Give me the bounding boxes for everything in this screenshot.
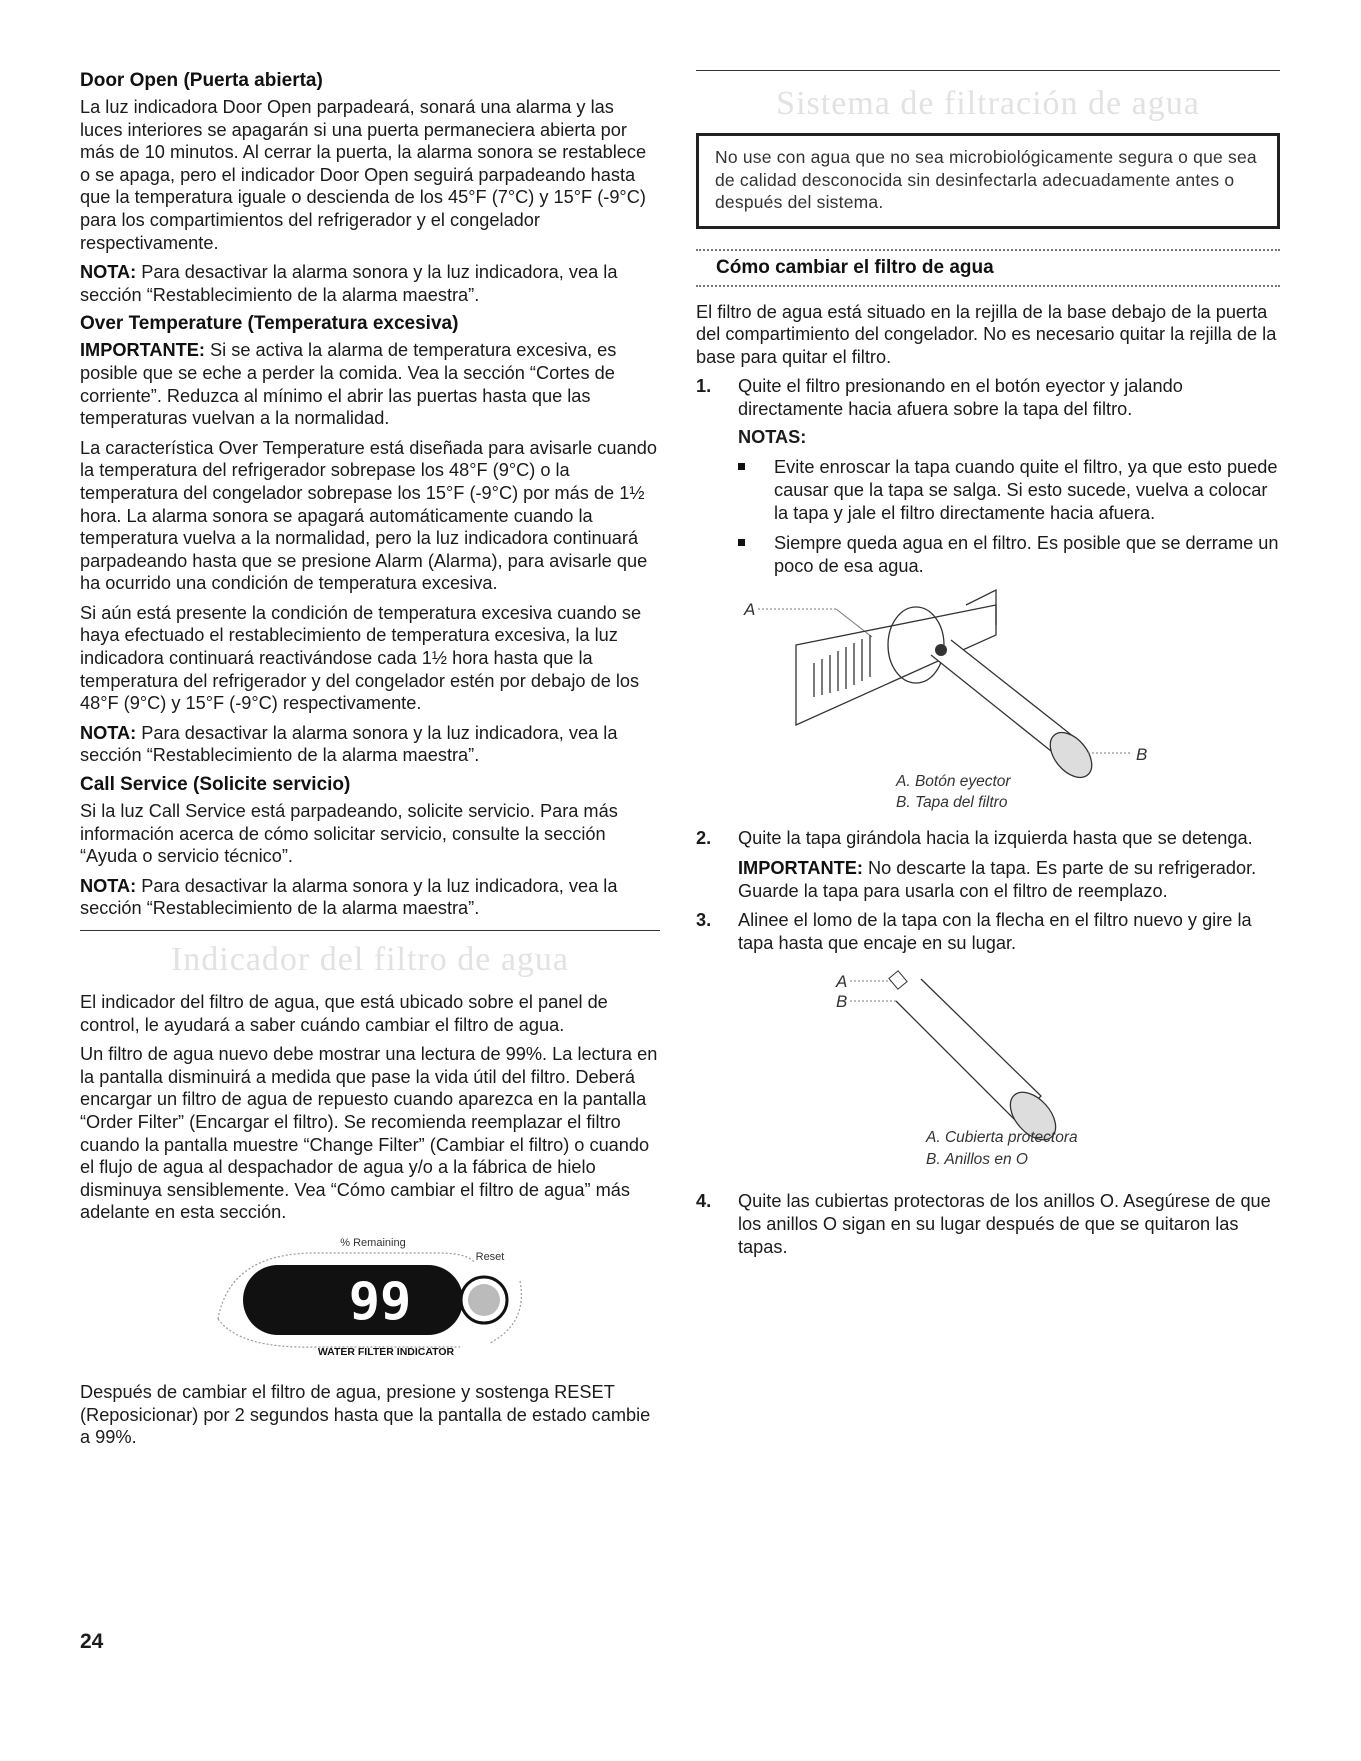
reset-label: Reset [475, 1250, 505, 1263]
call-service-heading: Call Service (Solicite servicio) [80, 774, 351, 796]
display-digits: 99 [348, 1271, 412, 1332]
page-number: 24 [80, 1630, 104, 1653]
over-temp-heading: Over Temperature (Temperatura excesiva) [80, 313, 459, 335]
over-temp-note: NOTA: Para desactivar la alarma sonora y la luz indicadora, vea la sección “Restablecimiento de la alarma maestra”. [80, 722, 618, 766]
fig1-caption-b: B. Tapa del filtro [896, 794, 1008, 812]
figure-ejector [696, 585, 1280, 815]
over-temp-important: IMPORTANTE: Si se activa la alarma de temperatura excesiva, es posible que se eche a perder la comida. Vea la sección “Cortes de corriente”. Reduzca al mínimo el abrir las puertas hasta que las temperaturas vuelvan a la normalidad. [80, 340, 617, 429]
filtration-section-title: Sistema de filtración de agua [776, 85, 1200, 122]
warning-text: No use con agua que no sea microbiológicamente segura o que sea de calidad desconocida sin desinfectarla adecuadamente antes o después del sistema. [715, 147, 1257, 212]
call-service-note: NOTA: Para desactivar la alarma sonora y la luz indicadora, vea la sección “Restablecimiento de la alarma maestra”. [80, 875, 618, 919]
fig1-label-a: A [744, 600, 756, 620]
how-to-intro: El filtro de agua está situado en la rejilla de la base debajo de la puerta del compartimiento del congelador. No es necesario quitar la rejilla de la base para quitar el filtro. [696, 301, 1277, 367]
note-bullet-1: Evite enroscar la tapa cuando quite el filtro, ya que esto puede causar que la tapa se salga. Si esto sucede, vuelva a colocar la tapa y jale el filtro directamente hacia afuera. [738, 456, 1280, 524]
over-temp-p2: Si aún está presente la condición de temperatura excesiva cuando se haya efectuado el restablecimiento de temperatura excesiva, la luz indicadora continuará reactivándose cada 1½ hora hasta que la temperatura del refrigerador y del congelador estén por debajo de los 48°F (9°C) y 15°F (-9°C) respectivamente. [80, 602, 642, 714]
figure-cover [696, 961, 1280, 1176]
right-column [696, 70, 1280, 1265]
door-open-heading: Door Open (Puerta abierta) [80, 70, 323, 91]
how-to-heading: Cómo cambiar el filtro de agua [716, 256, 994, 278]
fig2-caption-b: B. Anillos en O [926, 1151, 1028, 1169]
fig1-label-b: B [1136, 745, 1148, 765]
fig2-caption-a: A. Cubierta protectora [926, 1129, 1078, 1147]
dotted-rule-top [696, 249, 1280, 251]
indicator-label: WATER FILTER INDICATOR [317, 1345, 455, 1358]
call-service-body: Si la luz Call Service está parpadeando, solicite servicio. Para más información acerca de cómo solicitar servicio, consulte la sección “Ayuda o servicio técnico”. [80, 801, 618, 867]
step-1: 1. Quite el filtro presionando en el botón eyector y jalando directamente hacia afuera sobre la tapa del filtro. [696, 376, 1183, 419]
over-temp-p1: La característica Over Temperature está diseñada para avisarle cuando la temperatura del refrigerador sobrepase los 48°F (9°C) o la temperatura del congelador sobrepase los 15°F (-9°C) por más de 1½ hora. La alarma sonora se apagará automáticamente cuando la temperatura vuelva a la normalidad, pero la luz indicadora continuará parpadeando hasta que se presione Alarm (Alarma), para avisarle que ha ocurrido una condición de temperatura excesiva. [80, 437, 657, 594]
notes-label: NOTAS: [738, 427, 807, 448]
remaining-label: % Remaining [340, 1236, 406, 1249]
fig1-caption-a: A. Botón eyector [896, 773, 1011, 791]
water-filter-panel [80, 1231, 660, 1359]
indicator-p1: El indicador del filtro de agua, que está ubicado sobre el panel de control, le ayudará a saber cuándo cambiar el filtro de agua. [80, 992, 608, 1035]
step-2: 2. Quite la tapa girándola hacia la izquierda hasta que se detenga. [696, 828, 1253, 849]
indicator-p3: Después de cambiar el filtro de agua, presione y sostenga RESET (Reposicionar) por 2 segundos hasta que la pantalla de estado cambie a 99%. [80, 1381, 651, 1448]
indicator-section-title: Indicador del filtro de agua [170, 941, 570, 978]
step-4: 4. Quite las cubiertas protectoras de los anillos O. Asegúrese de que los anillos O sigan en su lugar después de que se quitaron las tapas. [696, 1191, 1271, 1257]
step-2-important: IMPORTANTE: No descarte la tapa. Es parte de su refrigerador. Guarde la tapa para usarla con el filtro de reemplazo. [738, 858, 1257, 901]
fig2-label-a: A [836, 972, 848, 992]
door-open-note: NOTA: Para desactivar la alarma sonora y la luz indicadora, vea la sección “Restablecimiento de la alarma maestra”. [80, 262, 618, 305]
dotted-rule-bottom [696, 285, 1280, 287]
indicator-p2: Un filtro de agua nuevo debe mostrar una lectura de 99%. La lectura en la pantalla disminuirá a medida que pase la vida útil del filtro. Deberá encargar un filtro de agua de repuesto cuando aparezca en la pantalla “Order Filter” (Encargar el filtro). Se recomienda reemplazar el filtro cuando la pantalla muestre “Change Filter” (Cambiar el filtro) o cuando el flujo de agua al despachador de agua y/o a la fábrica de hielo disminuya sensiblemente. Vea “Cómo cambiar el filtro de agua” más adelante en esta sección. [80, 1044, 658, 1223]
section-divider [80, 930, 660, 931]
door-open-body: La luz indicadora Door Open parpadeará, sonará una alarma y las luces interiores se apagarán si una puerta permaneciera abierta por más de 10 minutos. Al cerrar la puerta, la alarma sonora se restablece o se apaga, pero el indicador Door Open seguirá parpadeando hasta que la temperatura iguale o descienda de los 45°F (7°C) y 15°F (-9°C) para los compartimientos del refrigerador y el congelador respectivamente. [80, 97, 647, 253]
note-bullet-2: Siempre queda agua en el filtro. Es posible que se derrame un poco de esa agua. [738, 532, 1280, 577]
right-top-rule [696, 70, 1280, 71]
water-filter-panel-graphic [80, 1231, 660, 1359]
left-column [80, 70, 660, 1456]
fig2-label-b: B [836, 992, 848, 1012]
step-3: 3. Alinee el lomo de la tapa con la flecha en el filtro nuevo y gire la tapa hasta que encaje en su lugar. [696, 910, 1252, 953]
reset-button-texture [468, 1284, 500, 1316]
warning-box [696, 133, 1280, 229]
